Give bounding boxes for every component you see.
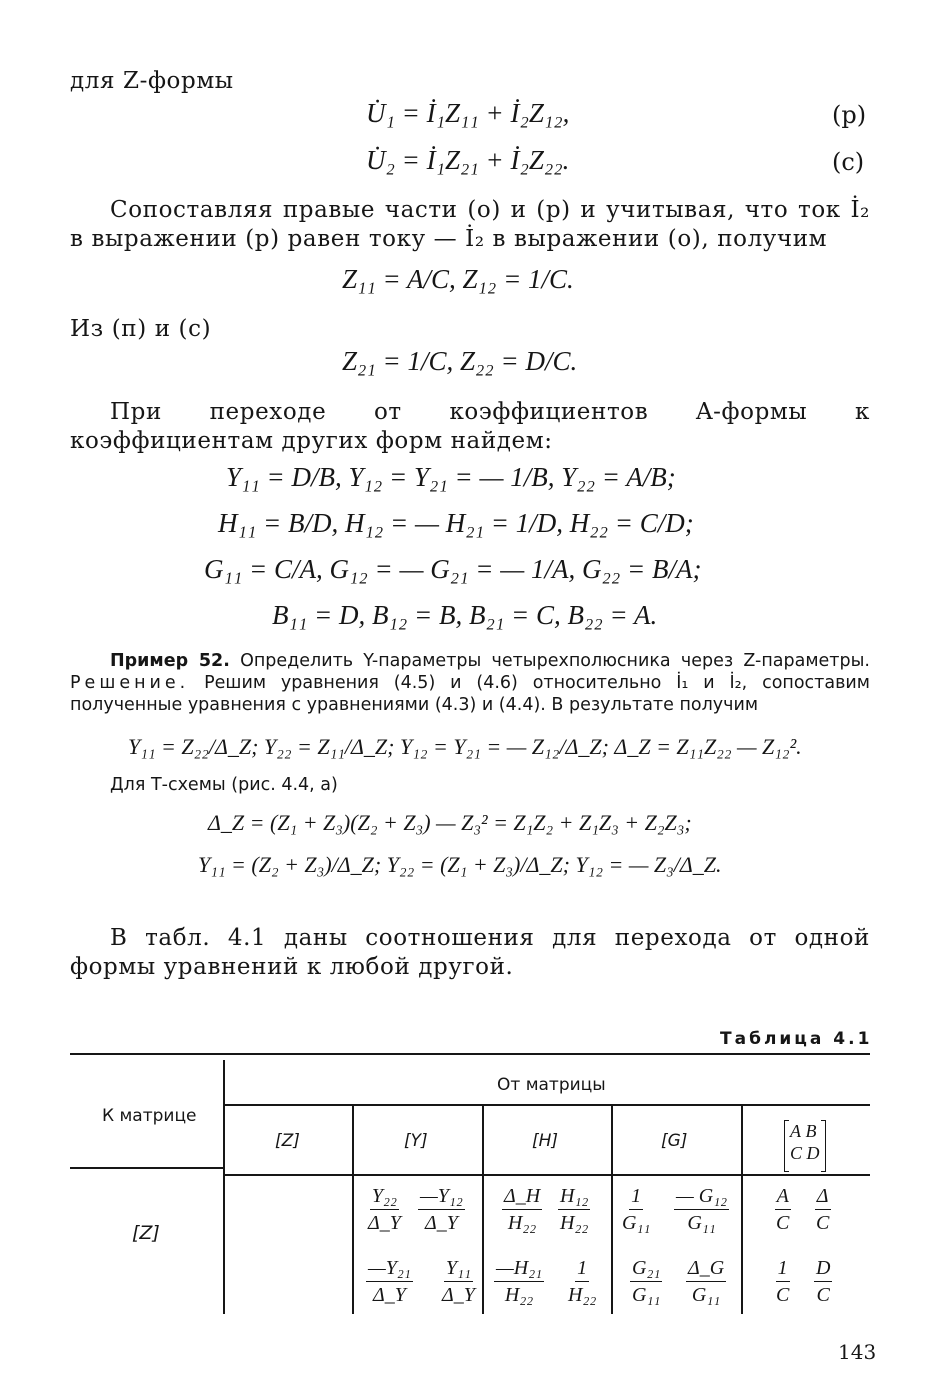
- cell-g-22: $\frac{\Delta\_G}{\text{G₁₁}}$: [688, 1257, 725, 1306]
- cell-a-12: $\frac{\Delta}{C}$: [816, 1185, 830, 1234]
- table-header-rule: [224, 1174, 870, 1176]
- abcd-right-bracket: [821, 1120, 826, 1172]
- cell-h-12: $\frac{\text{H₁₂}}{\text{H₂₂}}$: [560, 1185, 589, 1234]
- table-col-h: [H]: [532, 1131, 559, 1151]
- intro-text: для Z-формы: [70, 68, 234, 94]
- equation-label-c: (с): [832, 148, 865, 176]
- equation-u1: U̇₁ = İ₁Z₁₁ + İ₂Z₁₂,: [366, 98, 570, 128]
- cell-h-11: $\frac{\Delta\_H}{\text{H₂₂}}$: [504, 1185, 541, 1234]
- cell-y-11: $\frac{\text{Y₂₂}}{\Delta\_Y}$: [368, 1185, 401, 1234]
- example-title: Пример 52.: [110, 651, 230, 671]
- table-vline-2: [352, 1105, 354, 1314]
- page-number: 143: [838, 1340, 877, 1364]
- table-header-to-matrix: К матрице: [102, 1106, 197, 1126]
- cell-g-12: $\frac{\text{— G₁₂}}{\text{G₁₁}}$: [676, 1185, 728, 1234]
- table-caption: Таблица 4.1: [720, 1029, 873, 1049]
- paragraph-transition: При переходе от коэффициентов A-формы к коэффициентам других форм найдем:: [70, 399, 870, 454]
- example-solution-label: Решение.: [70, 673, 190, 693]
- table-row-label-z: [Z]: [132, 1222, 160, 1244]
- equation-u2: U̇₂ = İ₁Z₂₁ + İ₂Z₂₂.: [366, 145, 570, 175]
- abcd-left-bracket: [784, 1120, 789, 1172]
- abcd-matrix: [790, 1120, 820, 1164]
- cell-a-11: $\frac{A}{C}$: [776, 1185, 790, 1234]
- paragraph-compare: Сопоставляя правые части (о) и (р) и учитывая, что ток İ₂ в выражении (р) равен току — İ₂ в выражении (о), получим: [70, 197, 870, 252]
- equation-label-p: (р): [832, 101, 867, 129]
- table-vline-5: [741, 1105, 743, 1314]
- cell-h-21: $\frac{\text{—H₂₁}}{\text{H₂₂}}$: [496, 1257, 543, 1306]
- example-text2: Решим уравнения (4.5) и (4.6) относительно İ₁ и İ₂, сопоставим полученные уравнения с уравнениями (4.3) и (4.4). В результате получим: [70, 673, 870, 715]
- example-tscheme: Для Т-схемы (рис. 4.4, а): [110, 775, 338, 795]
- cell-y-12: $\frac{\text{—Y₁₂}}{\Delta\_Y}$: [420, 1185, 463, 1234]
- table-label-rule: [70, 1167, 224, 1169]
- table-top-rule: [70, 1053, 870, 1055]
- abcd-b: B: [805, 1121, 817, 1141]
- example-equation-1: Y₁₁ = Z₂₂/Δ_Z; Y₂₂ = Z₁₁/Δ_Z; Y₁₂ = Y₂₁ = — Z₁₂/Δ_Z; Δ_Z = Z₁₁Z₂₂ — Z₁₂².: [128, 734, 802, 759]
- table-col-y: [Y]: [404, 1131, 428, 1151]
- equation-b-params: B₁₁ = D, B₁₂ = B, B₂₁ = C, B₂₂ = A.: [272, 600, 658, 630]
- table-col-g: [G]: [661, 1131, 688, 1151]
- equation-g-params: G₁₁ = C/A, G₁₂ = — G₂₁ = — 1/A, G₂₂ = B/A;: [204, 554, 702, 584]
- table-vline-4: [611, 1105, 613, 1314]
- from-text: Из (п) и (с): [70, 316, 212, 342]
- cell-h-22: $\frac{1}{\text{H₂₂}}$: [568, 1257, 597, 1306]
- abcd-d: D: [806, 1143, 820, 1163]
- cell-a-22: $\frac{D}{C}$: [816, 1257, 831, 1306]
- paragraph-table: В табл. 4.1 даны соотношения для перехода от одной формы уравнений к любой другой.: [70, 925, 870, 980]
- example-equation-2: Δ_Z = (Z₁ + Z₃)(Z₂ + Z₃) — Z₃² = Z₁Z₂ + Z₁Z₃ + Z₂Z₃;: [208, 810, 692, 835]
- table-header-from-matrix: От матрицы: [497, 1075, 606, 1095]
- equation-z21-z22: Z₂₁ = 1/C, Z₂₂ = D/C.: [342, 346, 578, 376]
- example-text1: Определить Y-параметры четырехполюсника через Z-параметры.: [240, 651, 870, 671]
- cell-y-21: $\frac{\text{—Y₂₁}}{\Delta\_Y}$: [368, 1257, 411, 1306]
- cell-g-21: $\frac{\text{G₂₁}}{\text{G₁₁}}$: [632, 1257, 661, 1306]
- table-subheader-rule: [224, 1104, 870, 1106]
- table-vline-1: [223, 1060, 225, 1314]
- cell-g-11: $\frac{1}{\text{G₁₁}}$: [622, 1185, 651, 1234]
- example-equation-3: Y₁₁ = (Z₂ + Z₃)/Δ_Z; Y₂₂ = (Z₁ + Z₃)/Δ_Z; Y₁₂ = — Z₃/Δ_Z.: [198, 852, 722, 877]
- example-block: [70, 650, 870, 716]
- equation-z11-z12: Z₁₁ = A/C, Z₁₂ = 1/C.: [342, 264, 574, 294]
- abcd-c: C: [790, 1143, 803, 1163]
- equation-h-params: H₁₁ = B/D, H₁₂ = — H₂₁ = 1/D, H₂₂ = C/D;: [218, 508, 694, 538]
- equation-y-params: Y₁₁ = D/B, Y₁₂ = Y₂₁ = — 1/B, Y₂₂ = A/B;: [226, 462, 676, 492]
- table-vline-3: [482, 1105, 484, 1314]
- abcd-a: A: [790, 1121, 801, 1141]
- table-col-z: [Z]: [275, 1131, 300, 1151]
- cell-a-21: $\frac{1}{C}$: [776, 1257, 790, 1306]
- cell-y-22: $\frac{\text{Y₁₁}}{\Delta\_Y}$: [442, 1257, 475, 1306]
